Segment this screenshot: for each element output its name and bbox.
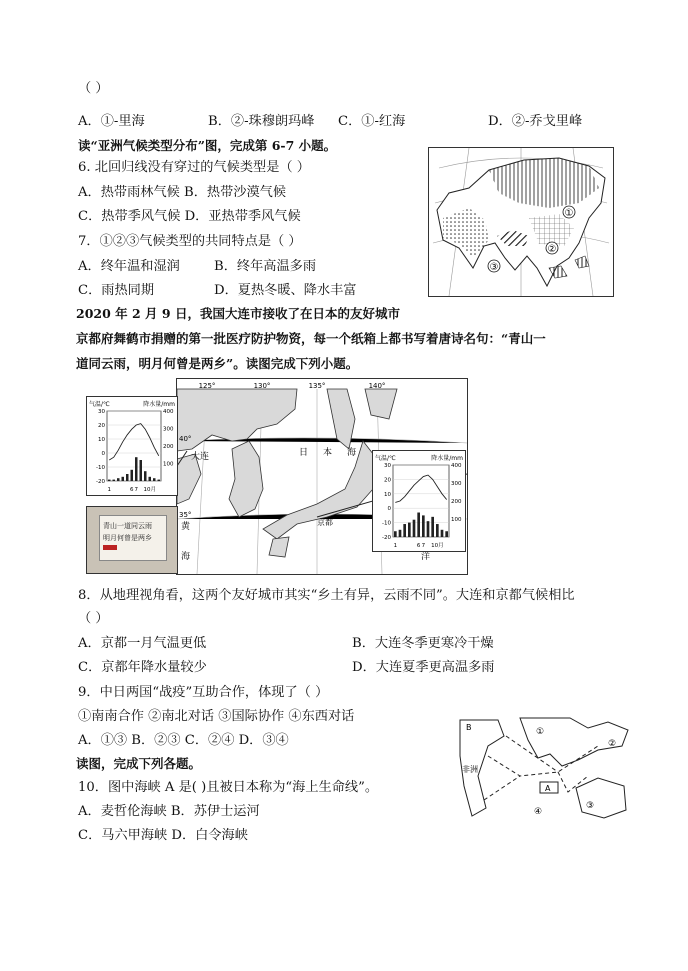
label-huang-hai: 海: [181, 552, 191, 562]
lat-40: 40°: [179, 435, 192, 443]
chart-y-tick: 20: [384, 477, 391, 484]
chart-x-tick: 1: [393, 543, 398, 549]
label-dalian: 大连: [191, 452, 210, 462]
photo-line1: 青山一道同云雨: [103, 522, 152, 530]
chart-y2-tick: 200: [163, 444, 174, 450]
kyoto-climate-chart: [372, 450, 466, 552]
label-huang: 黄: [181, 522, 191, 532]
answer-paren: （ ）: [78, 81, 109, 96]
chart-precip-bar: [403, 524, 406, 537]
chart-precip-bar: [117, 478, 120, 481]
dalian-kyoto-figure: [86, 378, 598, 573]
q7-option-a: A．终年温和湿润: [78, 259, 180, 274]
chart-precip-bar: [408, 523, 411, 537]
route-label-2: ②: [608, 739, 617, 749]
sea-route-map: [458, 716, 632, 826]
route-label-1: ①: [536, 727, 545, 737]
chart-y-tick: 20: [98, 423, 105, 429]
asia-label-1: ①: [564, 208, 574, 219]
q5-option-d: D．②-乔戈里峰: [488, 114, 583, 129]
intro-route-map: 读图，完成下列各题。: [76, 756, 202, 771]
intro-dalian-line2: 京都府舞鹤市捐赠的第一批医疗防护物资，每一个纸箱上都书写着唐诗名句：“青山一: [76, 331, 546, 346]
chart-y2-tick: 300: [451, 481, 462, 487]
asia-climate-map: [428, 147, 614, 297]
q9-stem: 9．中日两国“战疫”互助合作，体现了（ ）: [78, 685, 329, 700]
chart-x-tick: 7: [134, 487, 138, 493]
chart-y-tick: -10: [382, 520, 391, 527]
chart-precip-bar: [135, 457, 138, 481]
lat-35: 35°: [179, 511, 192, 519]
chart-precip-bar: [149, 477, 152, 481]
chart-precip-bar: [158, 480, 161, 481]
lon-125: 125°: [198, 382, 216, 390]
chart-frame: [393, 465, 449, 537]
chart-y-tick: -20: [96, 479, 105, 485]
chart-precip-bar: [122, 477, 125, 481]
chart-y-tick: -20: [382, 535, 391, 541]
chart-y2-tick: 200: [451, 499, 462, 505]
q7-stem: 7．①②③气候类型的共同特点是（ ）: [78, 234, 302, 249]
chart-precip-bar: [413, 520, 416, 537]
chart-y2-tick: 400: [451, 463, 462, 469]
chart-precip-bar: [144, 471, 147, 481]
q6-stem: 6. 北回归线没有穿过的气候类型是（ ）: [78, 160, 310, 175]
label-ben: 本: [323, 448, 333, 458]
chart-temp-curve: [395, 475, 446, 502]
chart-precip-bar: [131, 470, 134, 481]
chart-temp-curve: [109, 424, 159, 460]
chart-precip-bar: [140, 460, 143, 481]
chart-precip-bar: [441, 530, 444, 537]
chart-y-tick: 30: [98, 409, 105, 415]
chart-y-tick: 0: [387, 506, 391, 513]
q6-options-ab: A．热带雨林气候 B．热带沙漠气候: [78, 185, 287, 200]
label-kyoto: 京都: [317, 518, 333, 527]
chart-x-tick: 6: [130, 487, 134, 493]
intro-dalian-line1: 2020 年 2 月 9 日，我国大连市接收了在日本的友好城市: [76, 306, 400, 321]
q10-options-cd: C．马六甲海峡 D．白令海峡: [78, 828, 248, 843]
q8-option-c: C．京都年降水量较少: [78, 660, 207, 675]
chart-precip-bar: [445, 531, 448, 537]
chart-y2-tick: 300: [163, 426, 174, 433]
intro-asia-climate: 读“亚洲气候类型分布”图，完成第 6-7 小题。: [78, 138, 337, 153]
chart-x-tick: 7: [421, 543, 426, 549]
q5-option-b: B．②-珠穆朗玛峰: [208, 114, 315, 129]
q7-option-d: D．夏热冬暖、降水丰富: [214, 283, 357, 298]
chart-precip-bar: [422, 515, 425, 537]
q5-option-c: C．①-红海: [338, 114, 406, 129]
label-hai: 海: [347, 448, 357, 458]
intro-dalian-line3: 道同云雨，明月何曾是两乡”。读图完成下列小题。: [76, 356, 359, 371]
chart-precip-bar: [108, 480, 111, 481]
label-yang: 洋: [421, 552, 431, 562]
dalian-climate-chart: [86, 396, 178, 496]
q10-stem: 10．图中海峡 A 是( )且被日本称为“海上生命线”。: [78, 780, 379, 795]
q8-stem-line2: （ ）: [78, 611, 109, 626]
lon-130: 130°: [253, 382, 271, 390]
lon-135: 135°: [308, 382, 326, 390]
chart-y2-tick: 100: [451, 517, 462, 523]
q8-stem-line1: 8．从地理视角看，这两个友好城市其实“乡土有异，云雨不同”。大连和京都气候相比: [78, 588, 575, 603]
chart-y-tick: 0: [101, 451, 105, 457]
q8-option-a: A．京都一月气温更低: [78, 636, 207, 651]
chart-frame: [107, 411, 161, 481]
chart-y-tick: 10: [384, 491, 391, 498]
route-label-b: B: [466, 723, 472, 732]
chart-y1-label: 气温/℃: [89, 401, 110, 408]
chart-y-tick: 10: [98, 437, 105, 443]
asia-label-2: ②: [547, 244, 557, 255]
q7-option-b: B．终年高温多雨: [214, 259, 317, 274]
chart-x-tick: 6: [416, 543, 421, 549]
chart-precip-bar: [399, 530, 402, 537]
chart-precip-bar: [153, 478, 156, 481]
chart-y1-label: 气温/℃: [375, 455, 396, 462]
q10-options-ab: A．麦哲伦海峡 B．苏伊士运河: [78, 804, 260, 819]
route-label-3: ③: [586, 801, 595, 811]
donation-box-photo: [86, 506, 178, 574]
chart-precip-bar: [431, 517, 434, 537]
q8-option-d: D．大连夏季更高温多雨: [352, 660, 495, 675]
q7-option-c: C．雨热同期: [78, 283, 155, 298]
route-label-a: A: [545, 784, 551, 793]
chart-y2-label: 降水量/mm: [431, 455, 463, 462]
chart-y2-tick: 100: [163, 461, 174, 468]
q9-options: A．①③ B．②③ C．②④ D．③④: [78, 733, 289, 748]
chart-x-tick: 10月: [431, 543, 444, 549]
chart-y-tick: 30: [384, 463, 391, 469]
q5-option-a: A．①-里海: [78, 114, 145, 129]
chart-y2-label: 降水量/mm: [143, 401, 175, 408]
chart-x-tick: 10月: [143, 487, 156, 493]
chart-precip-bar: [113, 480, 116, 481]
route-label-africa: 非洲: [462, 765, 478, 774]
chart-precip-bar: [436, 524, 439, 537]
chart-x-tick: 1: [107, 487, 111, 493]
chart-precip-bar: [427, 521, 430, 537]
chart-precip-bar: [126, 474, 129, 481]
q9-statements: ①南南合作 ②南北对话 ③国际协作 ④东西对话: [78, 709, 355, 724]
q6-options-cd: C．热带季风气候 D．亚热带季风气候: [78, 209, 301, 224]
label-ri: 日: [299, 448, 309, 458]
route-label-4: ④: [534, 807, 543, 817]
photo-line2: 明月何曾是两乡: [103, 534, 152, 542]
chart-precip-bar: [417, 513, 420, 537]
asia-label-3: ③: [489, 262, 499, 273]
chart-precip-bar: [394, 531, 397, 537]
lon-140: 140°: [368, 382, 386, 390]
chart-y2-tick: 400: [163, 409, 174, 415]
q8-option-b: B．大连冬季更寒冷干燥: [352, 636, 494, 651]
chart-y-tick: -10: [96, 465, 105, 471]
